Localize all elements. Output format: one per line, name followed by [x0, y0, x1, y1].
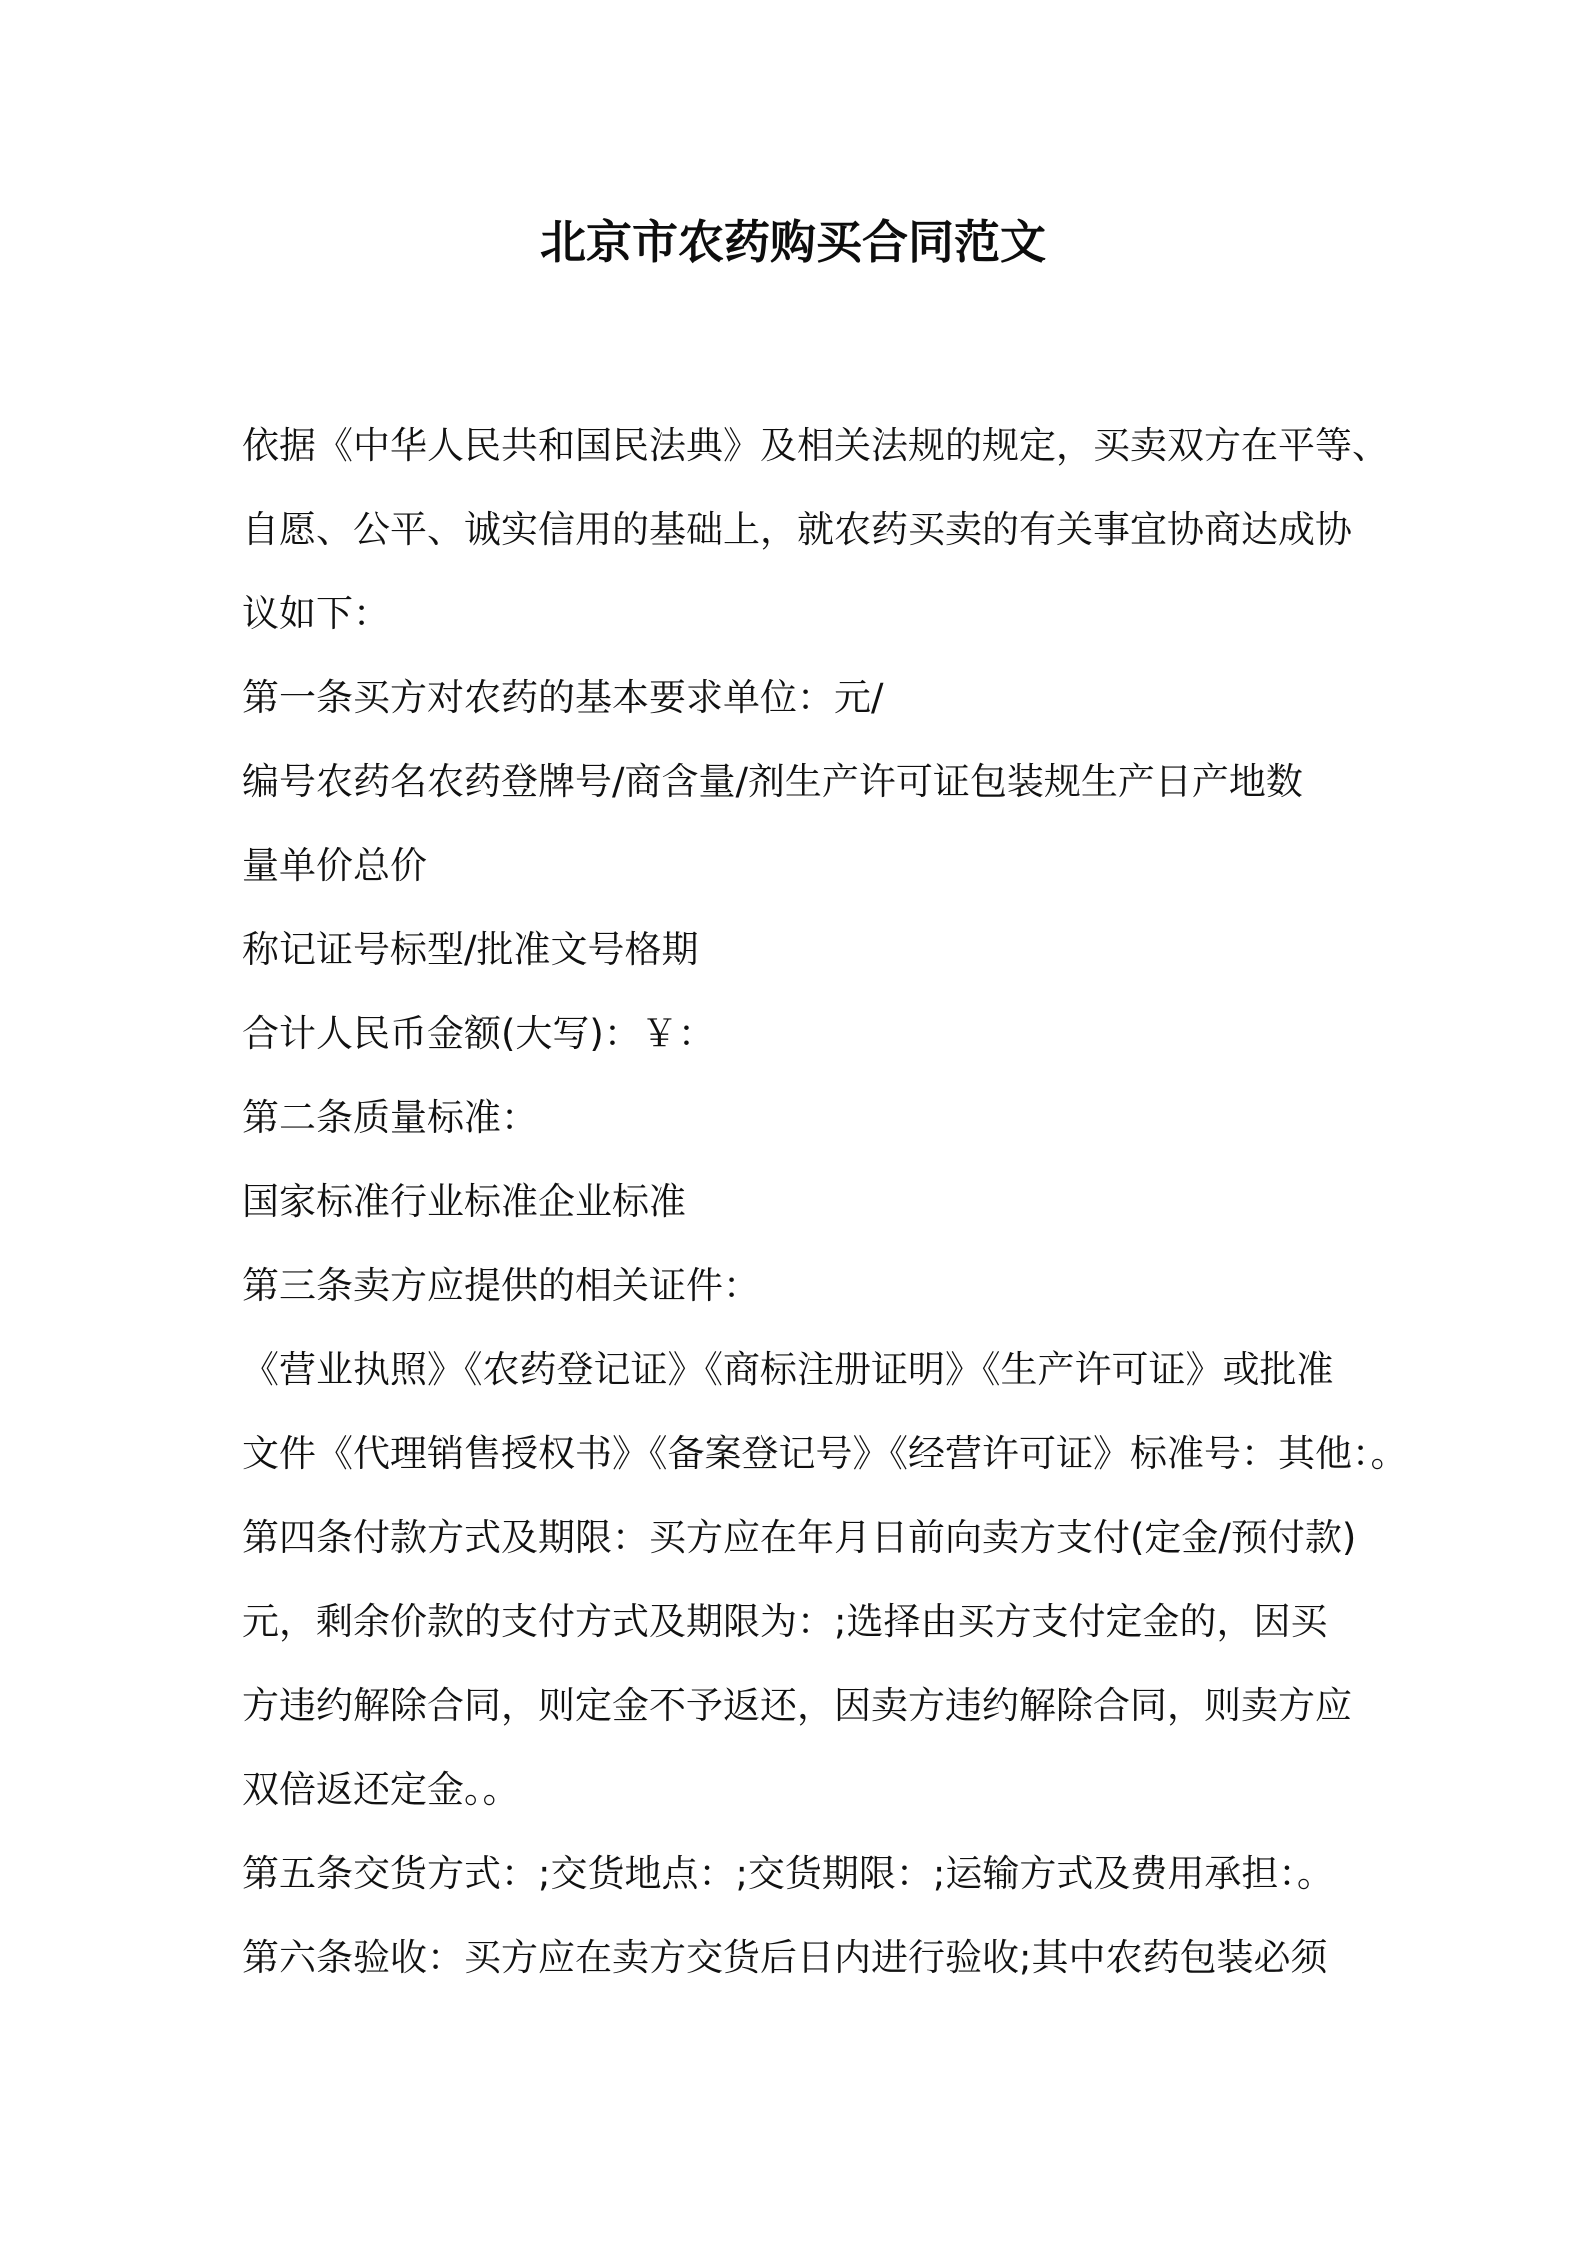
body-line: 方违约解除合同，则定金不予返还，因卖方违约解除合同，则卖方应 [242, 1684, 1352, 1727]
document-title: 北京市农药购买合同范文 [540, 215, 1046, 269]
article-5-heading: 第五条交货方式：;交货地点：;交货期限：;运输方式及费用承担：。 [242, 1852, 1334, 1895]
body-line: 量单价总价 [242, 844, 427, 887]
body-line: 自愿、公平、诚实信用的基础上，就农药买卖的有关事宜协商达成协 [242, 508, 1352, 551]
article-6-heading: 第六条验收：买方应在卖方交货后日内进行验收;其中农药包装必须 [242, 1936, 1328, 1979]
article-1-heading: 第一条买方对农药的基本要求单位：元/ [242, 676, 884, 719]
body-line: 《营业执照》《农药登记证》《商标注册证明》《生产许可证》或批准 [242, 1348, 1334, 1391]
document-body [242, 404, 1408, 2000]
article-4-heading: 第四条付款方式及期限：买方应在年月日前向卖方支付(定金/预付款) [242, 1516, 1357, 1559]
body-line: 依据《中华人民共和国民法典》及相关法规的规定，买卖双方在平等、 [242, 424, 1389, 467]
body-line: 议如下： [242, 592, 390, 635]
body-line: 元，剩余价款的支付方式及期限为：;选择由买方支付定金的，因买 [242, 1600, 1328, 1643]
body-line: 国家标准行业标准企业标准 [242, 1180, 686, 1223]
body-line: 编号农药名农药登牌号/商含量/剂生产许可证包装规生产日产地数 [242, 760, 1303, 803]
article-3-heading: 第三条卖方应提供的相关证件： [242, 1264, 760, 1307]
article-2-heading: 第二条质量标准： [242, 1096, 538, 1139]
body-line: 双倍返还定金。。 [242, 1768, 520, 1811]
body-line: 文件《代理销售授权书》《备案登记号》《经营许可证》标准号：其他：。 [242, 1432, 1408, 1475]
total-amount-line: 合计人民币金额(大写)：￥： [242, 1012, 715, 1055]
body-line: 称记证号标型/批准文号格期 [242, 928, 699, 971]
